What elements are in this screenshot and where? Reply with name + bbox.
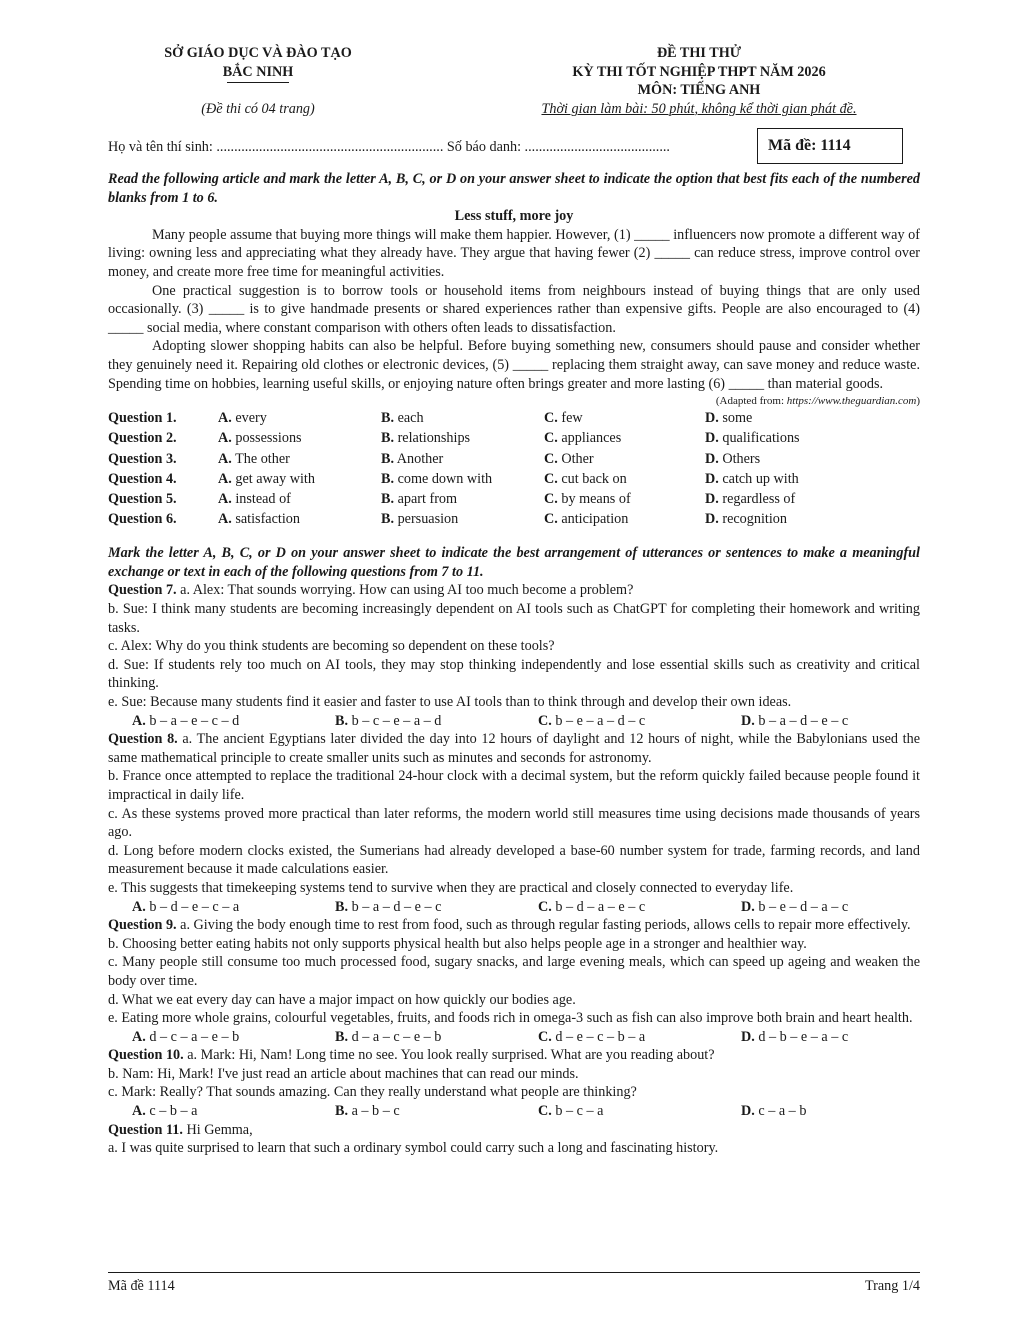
- article-paragraph-3: Adopting slower shopping habits can also be helpful. Before buying something new, consumers should pause and consider whether they genuinely need it. Repairing old clothes or electronic devices, (5) _____ replacing them straight away, can save money and reduce waste. Spending time on hobbies, learning useful skills, or enjoying nature often brings greater and more lasting (6) _____ than material goods.: [108, 338, 920, 392]
- option-d[interactable]: D. qualifications: [705, 430, 800, 447]
- answer-option[interactable]: D. c – a – b: [741, 1103, 807, 1120]
- option-b[interactable]: B. Another: [381, 450, 444, 467]
- subject-name: MÔN: TIẾNG ANH: [637, 82, 761, 99]
- question-line: c. Many people still consume too much processed food, sugary snacks, and large evening meals, which can speed up ageing and weaken the body over time.: [108, 954, 920, 989]
- option-d[interactable]: D. recognition: [705, 511, 787, 528]
- answer-option[interactable]: B. d – a – c – e – b: [335, 1028, 442, 1045]
- question-stem: Question 11. Hi Gemma,: [108, 1121, 253, 1138]
- answer-option[interactable]: C. b – c – a: [538, 1103, 604, 1120]
- exam-title-block: [478, 44, 920, 100]
- answer-option[interactable]: A. d – c – a – e – b: [132, 1028, 240, 1045]
- answer-option[interactable]: C. d – e – c – b – a: [538, 1028, 646, 1045]
- answer-options: [108, 898, 920, 917]
- question-11: [108, 1121, 920, 1158]
- answer-option[interactable]: D. b – a – d – e – c: [741, 712, 849, 729]
- answer-option[interactable]: D. b – e – d – a – c: [741, 898, 849, 915]
- exam-header: [108, 38, 920, 116]
- answer-option[interactable]: C. b – e – a – d – c: [538, 712, 646, 729]
- question-label: Question 6.: [108, 511, 177, 528]
- option-b[interactable]: B. relationships: [381, 430, 471, 447]
- option-b[interactable]: B. apart from: [381, 490, 458, 507]
- article-paragraph-1: Many people assume that buying more things will make them happier. However, (1) _____ influencers now promote a different way of living: owning less and appreciating what they already have. They argue that having fewer (2) _____ can reduce stress, improve control over money, and create more free time for meaningful activities.: [108, 226, 920, 280]
- exam-type: ĐỀ THI THỬ: [656, 45, 742, 61]
- option-b[interactable]: B. come down with: [381, 470, 493, 487]
- question-line: d. Sue: If students rely too much on AI tools, they may stop thinking independently and lose essential skills such as creativity and critical thinking.: [108, 656, 920, 692]
- cloze-question-row: [108, 450, 800, 470]
- answer-option[interactable]: D. d – b – e – a – c: [741, 1028, 849, 1045]
- option-c[interactable]: C. by means of: [544, 490, 631, 507]
- cloze-question-row: [108, 409, 800, 429]
- cloze-question-row: [108, 429, 800, 449]
- question-line: c. Alex: Why do you think students are becoming so dependent on these tools?: [108, 638, 555, 655]
- question-stem: Question 9. a. Giving the body enough time to rest from food, such as through regular fasting periods, allows cells to repair more effectively.: [108, 917, 911, 934]
- option-c[interactable]: C. cut back on: [544, 470, 627, 487]
- option-c[interactable]: C. anticipation: [544, 511, 629, 528]
- question-label: Question 1.: [108, 410, 177, 427]
- answer-option[interactable]: A. b – a – e – c – d: [132, 712, 240, 729]
- question-line: b. Choosing better eating habits not only supports physical health but also helps people age in a stronger and healthier way.: [108, 935, 807, 952]
- time-note: Thời gian làm bài: 50 phút, không kể thời gian phát đề.: [541, 101, 857, 117]
- cloze-question-row: [108, 510, 800, 530]
- answer-option[interactable]: C. b – d – a – e – c: [538, 898, 646, 915]
- question-line: d. Long before modern clocks existed, the Sumerians had already developed a base-60 number system for trade, farming records, and land measurement because it made calculations easier.: [108, 842, 920, 878]
- answer-option[interactable]: A. b – d – e – c – a: [132, 898, 240, 915]
- question-line: b. France once attempted to replace the traditional 24-hour clock with a decimal system, but the reform quickly failed because people found it impractical in daily life.: [108, 768, 920, 803]
- question-10: [108, 1046, 920, 1120]
- question-line: b. Sue: I think many students are becoming increasingly dependent on AI tools such as ChatGPT for completing their homework and writing tasks.: [108, 601, 920, 636]
- question-line: a. I was quite surprised to learn that such a ordinary symbol could carry such a long and fascinating history.: [108, 1140, 719, 1157]
- exam-page: [108, 38, 920, 1158]
- article-source: (Adapted from: https://www.theguardian.com): [715, 395, 920, 408]
- option-d[interactable]: D. regardless of: [705, 490, 796, 507]
- question-line: c. As these systems proved more practical than later reforms, the modern world still measures time using decisions made thousands of years ago.: [108, 805, 920, 841]
- exam-code-box: Mã đề: 1114: [757, 128, 903, 164]
- department-name: SỞ GIÁO DỤC VÀ ĐÀO TẠO: [164, 45, 352, 61]
- answer-options: [108, 712, 920, 731]
- student-info: [108, 128, 920, 170]
- question-stem: Question 8. a. The ancient Egyptians later divided the day into 12 hours of daylight and 12 hours of night, while the Babylonians used the same mathematical principle to create smaller units such as minutes and seconds for astronomy.: [108, 731, 920, 766]
- question-line: e. Sue: Because many students find it easier and faster to use AI tools than to think through and develop their own ideas.: [108, 694, 792, 710]
- answer-option[interactable]: B. a – b – c: [335, 1103, 400, 1120]
- question-9: [108, 916, 920, 1046]
- answer-option[interactable]: B. b – c – e – a – d: [335, 712, 442, 729]
- option-b[interactable]: B. persuasion: [381, 511, 459, 528]
- option-d[interactable]: D. catch up with: [705, 470, 799, 487]
- option-a[interactable]: A. satisfaction: [218, 511, 300, 528]
- department-block: [108, 44, 408, 83]
- header-underline: [227, 82, 289, 83]
- article-paragraph-2: One practical suggestion is to borrow tools or household items from neighbours instead of buying things that are only used occasionally. (3) _____ is to give handmade presents or shared experiences rather than expensive gifts. People are also encouraged to (4) _____ social media, where constant comparison with others often leads to dissatisfaction.: [108, 282, 920, 336]
- exam-name: KỲ THI TỐT NGHIỆP THPT NĂM 2026: [572, 63, 826, 80]
- cloze-questions-table: [108, 409, 800, 530]
- cloze-question-row: [108, 470, 800, 490]
- option-c[interactable]: C. few: [544, 410, 583, 427]
- question-line: b. Nam: Hi, Mark! I've just read an article about machines that can read our minds.: [108, 1065, 579, 1082]
- answer-option[interactable]: A. c – b – a: [132, 1103, 198, 1120]
- option-c[interactable]: C. Other: [544, 450, 594, 467]
- section2-instruction: Mark the letter A, B, C, or D on your answer sheet to indicate the best arrangement of utterances or sentences to make a meaningful exchange or text in each of the following questions from 7 to 11.: [108, 545, 920, 580]
- answer-option[interactable]: B. b – a – d – e – c: [335, 898, 442, 915]
- page-footer: [108, 1272, 920, 1296]
- section1-instruction: Read the following article and mark the letter A, B, C, or D on your answer sheet to indicate the option that best fits each of the numbered blanks from 1 to 6.: [108, 171, 920, 206]
- footer-page-number: Trang 1/4: [864, 1278, 920, 1294]
- province-name: BẮC NINH: [222, 63, 294, 80]
- option-a[interactable]: A. instead of: [218, 490, 291, 507]
- option-a[interactable]: A. possessions: [218, 430, 302, 447]
- question-label: Question 3.: [108, 450, 177, 467]
- question-label: Question 2.: [108, 430, 177, 447]
- article-title: Less stuff, more joy: [454, 208, 574, 225]
- student-id-field[interactable]: Số báo danh: .........................................: [446, 139, 670, 155]
- option-b[interactable]: B. each: [381, 410, 424, 427]
- question-label: Question 4.: [108, 470, 177, 487]
- question-line: d. What we eat every day can have a major impact on how quickly our bodies age.: [108, 991, 576, 1008]
- question-stem: Question 7. a. Alex: That sounds worrying. How can using AI too much become a problem?: [108, 582, 634, 599]
- question-label: Question 5.: [108, 490, 177, 507]
- option-a[interactable]: A. get away with: [218, 470, 315, 487]
- answer-options: [108, 1102, 920, 1121]
- question-line: c. Mark: Really? That sounds amazing. Can they really understand what people are thinking?: [108, 1084, 637, 1101]
- answer-options: [108, 1028, 920, 1047]
- student-fields: [108, 138, 670, 157]
- question-7: [108, 581, 920, 730]
- pages-note: (Đề thi có 04 trang): [201, 101, 315, 117]
- student-name-field[interactable]: Họ và tên thí sinh: ................................................................: [108, 139, 444, 155]
- option-c[interactable]: C. appliances: [544, 430, 622, 447]
- question-8: [108, 730, 920, 916]
- cloze-question-row: [108, 490, 800, 510]
- question-line: e. Eating more whole grains, colourful vegetables, fruits, and foods rich in omega-3 such as fish can also improve both brain and heart health.: [108, 1010, 913, 1027]
- option-d[interactable]: D. some: [705, 410, 753, 427]
- question-line: e. This suggests that timekeeping systems tend to survive when they are practical and closely connected to everyday life.: [108, 879, 794, 896]
- option-a[interactable]: A. every: [218, 410, 267, 427]
- question-stem: Question 10. a. Mark: Hi, Nam! Long time no see. You look really surprised. What are you reading about?: [108, 1047, 715, 1064]
- option-a[interactable]: A. The other: [218, 450, 290, 467]
- option-d[interactable]: D. Others: [705, 450, 761, 467]
- footer-exam-code: Mã đề 1114: [108, 1278, 175, 1294]
